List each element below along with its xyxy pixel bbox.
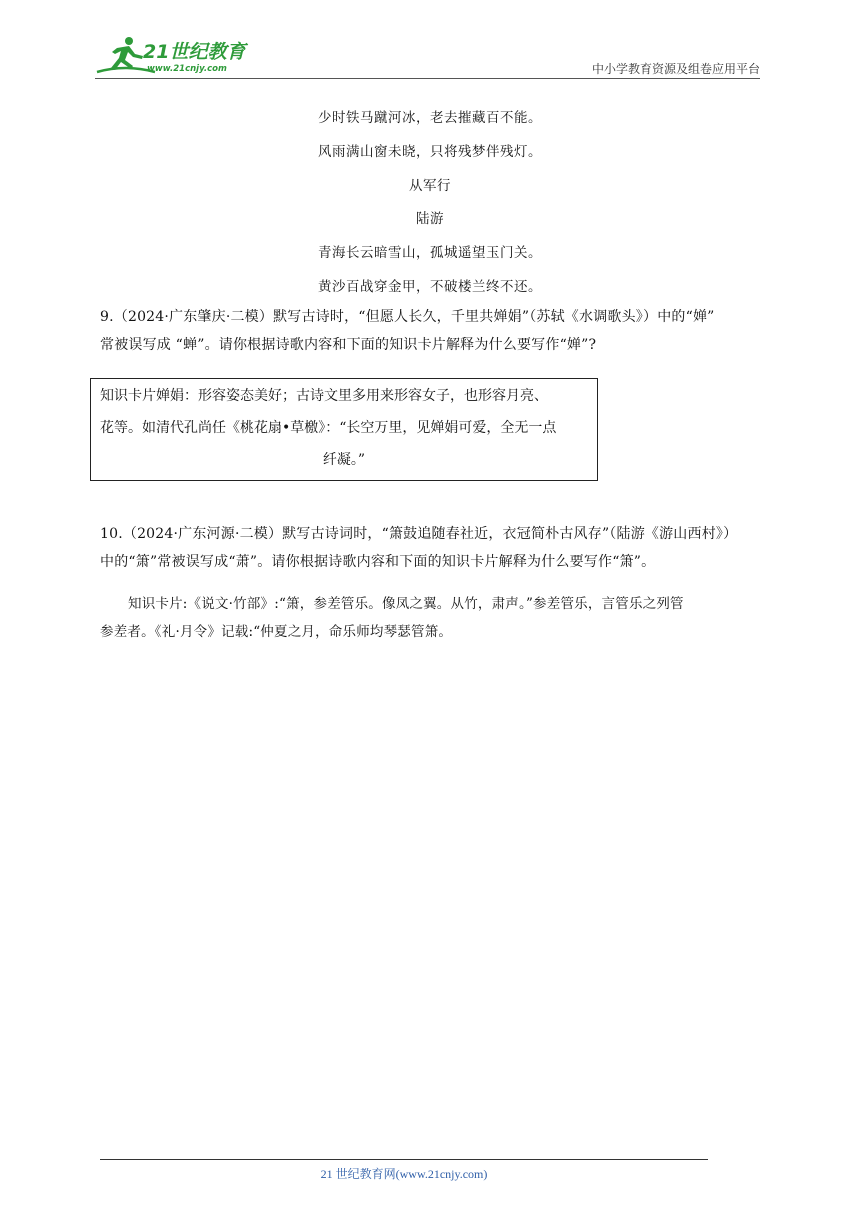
- question-9-line: 常被误写成 “蝉”。请你根据诗歌内容和下面的知识卡片解释为什么要写作“婵”?: [100, 337, 597, 353]
- poem-line: 青海长云暗雪山，孤城遥望玉门关。: [318, 245, 542, 261]
- logo-url: www.21cnjy.com: [147, 64, 227, 74]
- question-10-card-line: 知识卡片:《说文·竹部》:“箫，参差管乐。像凤之翼。从竹，肃声。”参差管乐，言管乐之列管: [128, 596, 684, 612]
- poem-line: 少时铁马蹴河冰，老去摧藏百不能。: [318, 110, 542, 126]
- poem-line: 黄沙百战穿金甲，不破楼兰终不还。: [318, 279, 542, 295]
- platform-name: 中小学教育资源及组卷应用平台: [591, 62, 760, 76]
- knowledge-card: [90, 378, 598, 481]
- page-header: [95, 30, 760, 80]
- footer-divider: [100, 1159, 708, 1160]
- logo: [95, 34, 265, 76]
- knowledge-card-line: 花等。如清代孔尚任《桃花扇•草檄》：“长空万里，见婵娟可爱，全无一点: [100, 420, 557, 436]
- header-divider: [95, 78, 760, 79]
- question-9-line: 9.（2024·广东肇庆·二模）默写古诗时，“但愿人长久，千里共婵娟”（苏轼《水调歌头》）中的“婵”: [100, 309, 715, 325]
- knowledge-card-line: 知识卡片婵娟：形容姿态美好；古诗文里多用来形容女子，也形容月亮、: [100, 388, 548, 404]
- logo-text: 21世纪教育: [143, 41, 246, 63]
- question-10: [100, 520, 760, 576]
- poem-author: 陆游: [416, 211, 444, 227]
- question-10-line: 10.（2024·广东河源·二模）默写古诗词时，“箫鼓追随春社近，衣冠简朴古风存”（陆游《游山西村》）: [100, 526, 738, 542]
- question-9: [100, 303, 760, 359]
- question-10-card: [100, 590, 760, 646]
- poem-title: 从军行: [409, 178, 451, 194]
- knowledge-card-line: 纤凝。”: [322, 452, 366, 468]
- footer-text: 21 世纪教育网(www.21cnjy.com): [320, 1167, 488, 1181]
- question-10-card-line: 参差者。《礼·月令》记载:“仲夏之月，命乐师均琴瑟管箫。: [100, 624, 453, 640]
- question-10-line: 中的“箫”常被误写成“萧”。请你根据诗歌内容和下面的知识卡片解释为什么要写作“箫”。: [100, 554, 656, 570]
- poem-line: 风雨满山窗未晓，只将残梦伴残灯。: [318, 144, 542, 160]
